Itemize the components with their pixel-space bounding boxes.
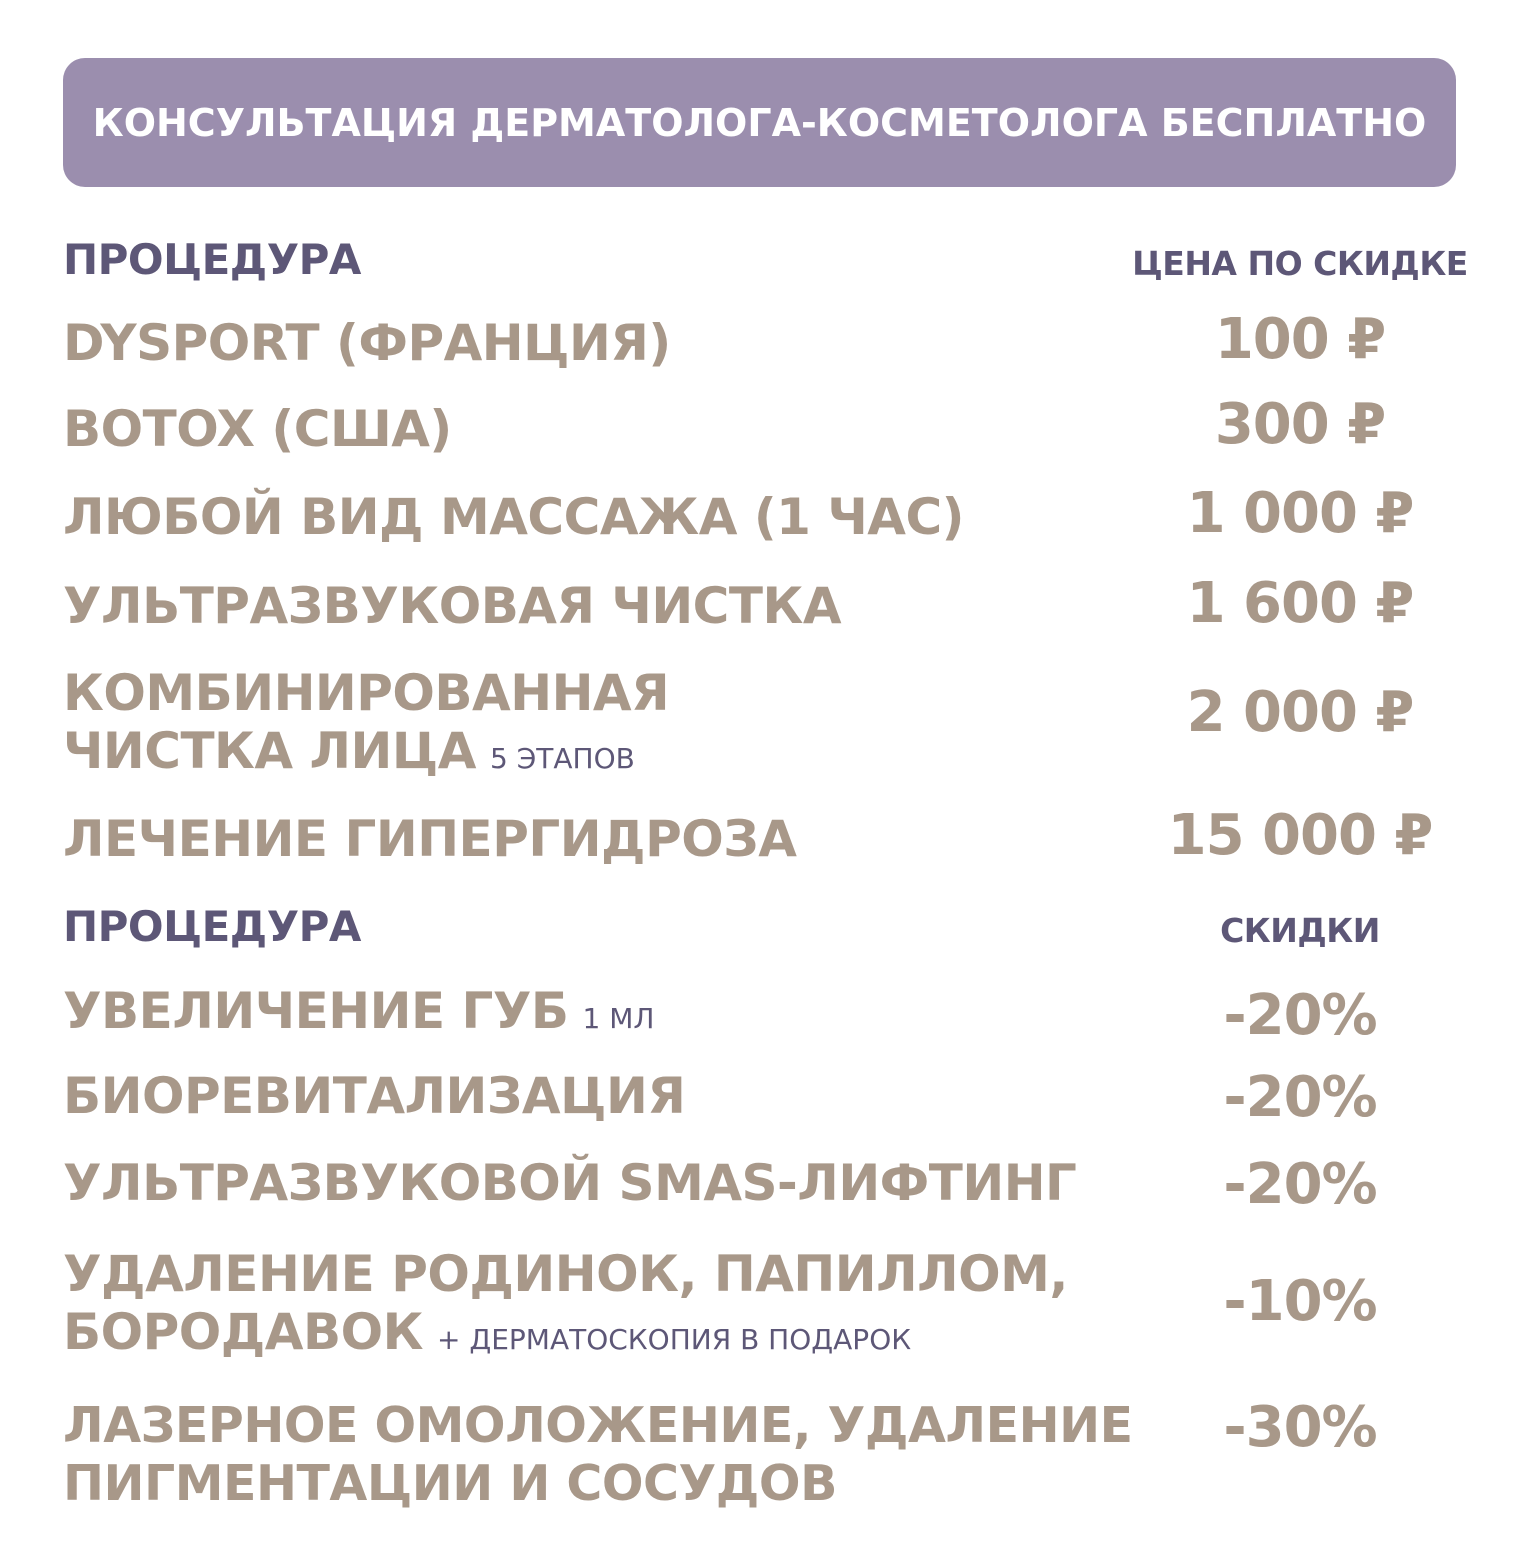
prices-header-price: ЦЕНА ПО СКИДКЕ — [1132, 244, 1468, 283]
discount-item-value: -10% — [1223, 1269, 1377, 1334]
prices-header-procedure: ПРОЦЕДУРА — [63, 235, 361, 284]
price-item-name-line1: КОМБИНИРОВАННАЯ — [63, 664, 670, 722]
price-item-value: 2 000 ₽ — [1186, 680, 1414, 745]
discount-item-name: БИОРЕВИТАЛИЗАЦИЯ — [63, 1067, 686, 1125]
discount-item-name: УЛЬТРАЗВУКОВОЙ SMAS-ЛИФТИНГ — [63, 1154, 1077, 1212]
price-item-value: 15 000 ₽ — [1167, 803, 1433, 868]
discount-item-value: -30% — [1223, 1395, 1377, 1460]
discount-item-value: -20% — [1223, 1065, 1377, 1130]
discount-item-name — [63, 1397, 1133, 1513]
discount-item-name-line1: УДАЛЕНИЕ РОДИНОК, ПАПИЛЛОМ, — [63, 1245, 1068, 1303]
price-item-name: ЛЮБОЙ ВИД МАССАЖА (1 ЧАС) — [63, 488, 965, 546]
free-consultation-banner — [63, 58, 1456, 187]
price-item-value: 1 000 ₽ — [1186, 481, 1414, 546]
discounts-header-discount: СКИДКИ — [1220, 911, 1380, 950]
discount-item-name-line2 — [63, 1303, 1068, 1369]
discount-item-name — [63, 982, 654, 1048]
price-item-note: 5 ЭТАПОВ — [489, 742, 635, 775]
discounts-header-procedure: ПРОЦЕДУРА — [63, 902, 361, 951]
discount-item-note: 1 МЛ — [582, 1002, 655, 1035]
price-item-value: 100 ₽ — [1214, 307, 1386, 372]
discount-item-value: -20% — [1223, 1152, 1377, 1217]
discount-item-note: + ДЕРМАТОСКОПИЯ В ПОДАРОК — [436, 1323, 912, 1356]
price-item-name: DYSPORT (ФРАНЦИЯ) — [63, 314, 671, 372]
price-item-value: 300 ₽ — [1214, 392, 1386, 457]
price-item-name-line2 — [63, 722, 669, 788]
discount-item-name-line2-text: БОРОДАВОК — [63, 1303, 423, 1361]
price-item-value: 1 600 ₽ — [1186, 571, 1414, 636]
price-item-name: ЛЕЧЕНИЕ ГИПЕРГИДРОЗА — [63, 810, 797, 868]
discount-item-value: -20% — [1223, 983, 1377, 1048]
discount-item-name — [63, 1245, 1068, 1369]
discount-item-name-line1: ЛАЗЕРНОЕ ОМОЛОЖЕНИЕ, УДАЛЕНИЕ — [63, 1397, 1133, 1454]
price-item-name — [63, 664, 669, 788]
discount-item-name-line2: ПИГМЕНТАЦИИ И СОСУДОВ — [63, 1455, 837, 1512]
price-item-name-line2-text: ЧИСТКА ЛИЦА — [63, 722, 476, 780]
price-item-name: BOTOX (США) — [63, 400, 452, 458]
banner-text: КОНСУЛЬТАЦИЯ ДЕРМАТОЛОГА-КОСМЕТОЛОГА БЕСПЛАТНО — [92, 100, 1427, 145]
price-item-name: УЛЬТРАЗВУКОВАЯ ЧИСТКА — [63, 577, 842, 635]
discount-item-name-text: УВЕЛИЧЕНИЕ ГУБ — [63, 982, 569, 1040]
